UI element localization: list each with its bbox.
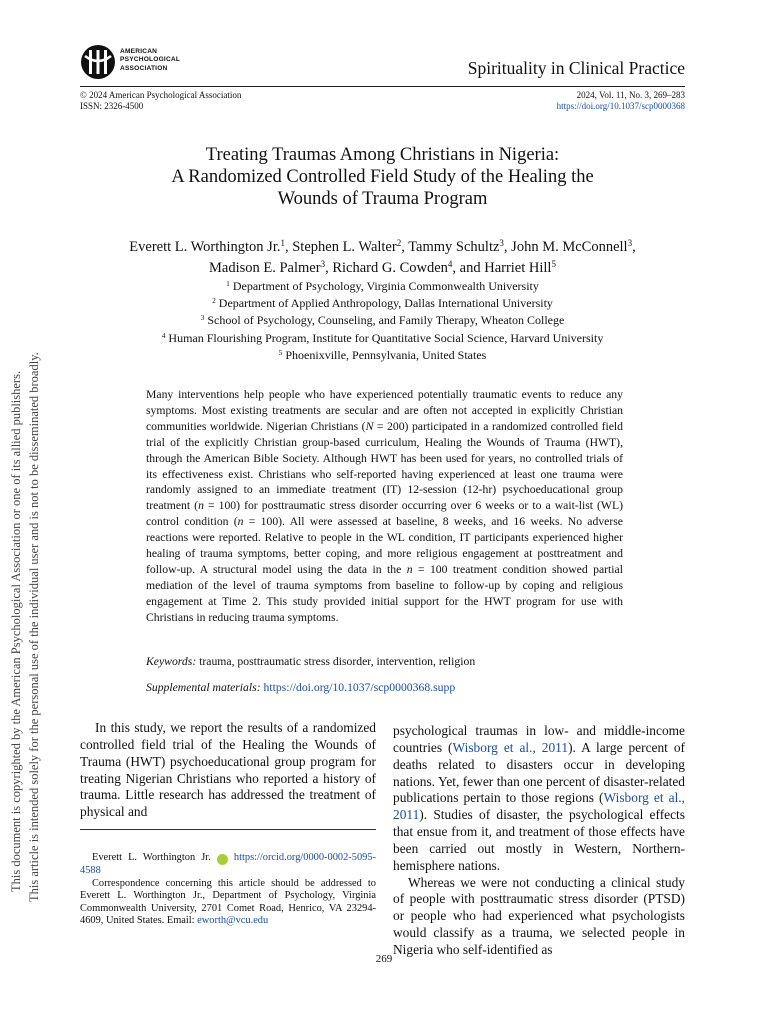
- body-paragraph: Whereas we were not conducting a clinical study of people with posttraumatic stress disorder (PTSD) or people who had experienced what psychologists would classify as a trauma, we selected people in Nigeria who self-identified as: [393, 874, 685, 957]
- affiliation-item: $^5$ Phoenixville, Pennsylvania, United States: [278, 347, 487, 362]
- orcid-icon: iD: [217, 854, 228, 865]
- author-name: Madison E. Palmer: [209, 260, 321, 276]
- author-footnote: [80, 852, 376, 928]
- affiliation-item: $^1$ Department of Psychology, Virginia Commonwealth University: [226, 278, 539, 293]
- keywords: [146, 654, 623, 669]
- header-divider: [80, 86, 685, 87]
- copyright-block: [80, 90, 241, 111]
- citation-link[interactable]: Wisborg et al., 2011: [452, 739, 569, 755]
- author-line-1: Everett L. Worthington Jr.$^1$, Stephen L. Walter$^2$, Tammy Schultz$^3$, John M. McConnell$^3$,: [129, 238, 636, 255]
- citation-block: [557, 90, 685, 111]
- body-paragraph: psychological traumas in low- and middle-income countries (Wisborg et al., 2011). A large percent of deaths related to disasters occur in developing nations. Yet, fewer than one percent of disaster-related publications pertain to those regions (Wisborg et al., 2011). Studies of disaster, the psychological effects that ensue from it, and treatment of those effects have been carried out mostly in Western, Northern-hemisphere nations.: [393, 723, 686, 873]
- supplemental-label: Supplemental materials:: [146, 681, 261, 694]
- correspondence-note: Correspondence concerning this article should be addressed to Everett L. Worthington Jr., Department of Psychology, Virginia Commonwealth University, 2701 Comet Road, Henrico, VA 23294-4609, United States. Email: eworth@vcu.edu: [80, 877, 376, 927]
- page-number: 269: [375, 953, 393, 965]
- orcid-note: Everett L. Worthington Jr. iD https://orcid.org/0000-0002-5095-4588: [80, 852, 376, 876]
- body-left-column: [80, 720, 376, 821]
- journal-name: Spirituality in Clinical Practice: [467, 58, 685, 78]
- author-list: [80, 237, 685, 279]
- body-paragraph: In this study, we report the results of a randomized controlled field trial of the Healing the Wounds of Trauma (HWT) psychoeducational group program for treating Nigerian Christians who reported a history of trauma. Little research has addressed the treatment of physical and: [80, 720, 376, 820]
- citation-link[interactable]: Wisborg et al., 2011: [393, 790, 685, 823]
- affiliation-item: $^2$ Department of Applied Anthropology, Dallas International University: [212, 296, 553, 311]
- watermark-line-2: This article is intended solely for the personal use of the individual user and is not to be disseminated broadly.: [27, 352, 41, 902]
- supplemental-link[interactable]: https://doi.org/10.1037/scp0000368.supp: [263, 681, 456, 694]
- keywords-text: trauma, posttraumatic stress disorder, intervention, religion: [196, 655, 476, 668]
- watermark-line-1: This document is copyrighted by the American Psychological Association or one of its allied publishers.: [9, 370, 23, 892]
- doi-link[interactable]: https://doi.org/10.1037/scp0000368: [556, 100, 685, 111]
- abstract: Many interventions help people who have experienced potentially traumatic events to reduce any symptoms. Most existing treatments are secular and are often not accepted in explicitly Christian communities worldwide. Nigerian Christians (N = 200) participated in a randomized controlled field trial of the explicitly Christian group-based curriculum, Healing the Wounds of Trauma (HWT), through the American Bible Society. Although HWT has been used for years, no controlled trials of its effectiveness exist. Christians who self-reported having experienced at least one trauma were randomly assigned to an immediate treatment (IT) 12-session (12-hr) psychoeducational group treatment (n = 100) for posttraumatic stress disorder occurring over 6 weeks or to a wait-list (WL) control condition (n = 100). All were assessed at baseline, 8 weeks, and 16 weeks. No adverse reactions were reported. Relative to people in the WL condition, IT participants experienced higher healing of trauma symptoms, better coping, and more religious engagement at posttreatment and follow-up. A structural model using the data in the n = 100 treatment condition showed partial mediation of the level of trauma symptoms from baseline to follow-up by coping and religious engagement at Time 2. This study provided initial support for the HWT program for use with Christians in reducing trauma symptoms.: [146, 388, 623, 624]
- affiliation-item: $^4$ Human Flourishing Program, Institute for Quantitative Social Science, Harvard University: [161, 330, 604, 345]
- supplemental-materials: [146, 680, 623, 695]
- author-line-2: Madison E. Palmer$^3$, Richard G. Cowden$^4$, and Harriet Hill$^5$: [209, 259, 556, 276]
- keywords-label: Keywords:: [146, 655, 197, 668]
- apa-logo-icon: [80, 44, 116, 80]
- email-link[interactable]: eworth@vcu.edu: [197, 915, 269, 927]
- affiliations: [80, 278, 685, 364]
- article-title: Treating Traumas Among Christians in Nigeria: A Randomized Controlled Field Study of the Healing the Wounds of Trauma Program: [171, 145, 594, 209]
- orcid-link[interactable]: https://orcid.org/0000-0002-5095-4588: [80, 852, 376, 876]
- footnote-divider: [80, 829, 376, 830]
- apa-logo-text: AMERICAN PSYCHOLOGICAL ASSOCIATION: [120, 48, 181, 72]
- affiliation-item: $^3$ School of Psychology, Counseling, and Family Therapy, Wheaton College: [200, 313, 565, 328]
- body-right-column: [393, 723, 685, 959]
- citation-line: 2024, Vol. 11, No. 3, 269–283: [576, 90, 685, 100]
- apa-logo: [80, 44, 210, 80]
- author-name: Stephen L. Walter: [292, 239, 397, 255]
- issn-line: ISSN: 2326-4500: [80, 100, 144, 111]
- copyright-watermark: [0, 0, 44, 1024]
- author-name: Harriet Hill: [484, 260, 552, 276]
- author-name: Richard G. Cowden: [332, 260, 448, 276]
- author-name: John M. McConnell: [511, 239, 628, 255]
- author-name: Tammy Schultz: [408, 239, 500, 255]
- author-name: Everett L. Worthington Jr.: [129, 239, 281, 255]
- copyright-line: © 2024 American Psychological Association: [80, 90, 242, 100]
